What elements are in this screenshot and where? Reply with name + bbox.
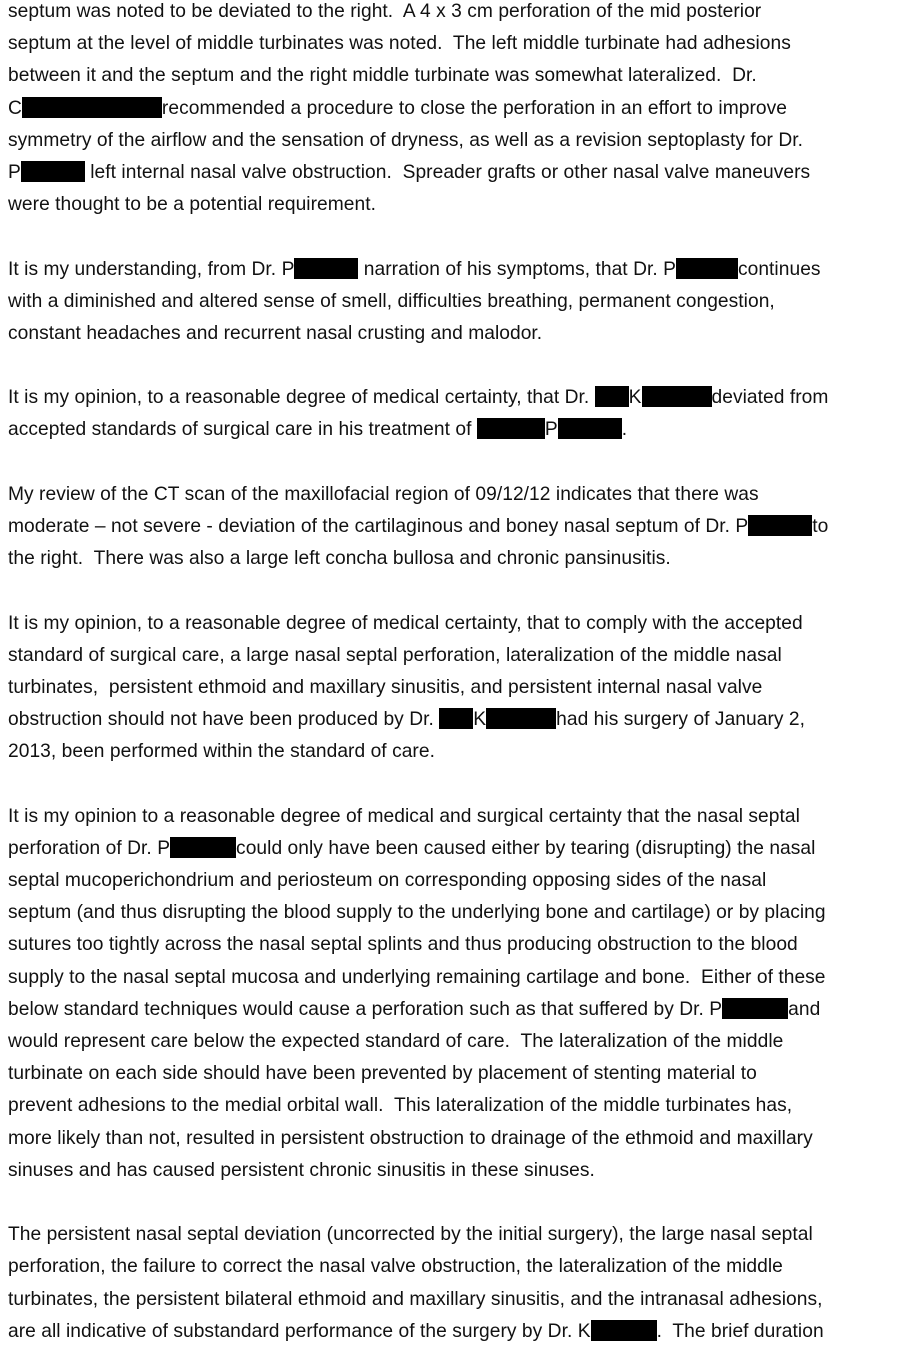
- text-line: [8, 0, 904, 28]
- redaction-bar: [591, 1320, 657, 1341]
- text-segment: K: [628, 387, 642, 409]
- text-line: [8, 479, 904, 511]
- text-segment: constant headaches and recurrent nasal crusting and malodor.: [8, 322, 543, 344]
- text-line: [8, 93, 904, 125]
- text-line: [8, 929, 904, 961]
- text-line: [8, 994, 904, 1026]
- text-segment: perforation of Dr. P: [8, 837, 171, 859]
- text-line: [8, 1251, 904, 1283]
- text-line: [8, 962, 904, 994]
- redaction-bar: [642, 386, 712, 407]
- paragraph: [8, 382, 904, 446]
- redaction-bar: [439, 708, 473, 729]
- text-segment: The persistent nasal septal deviation (uncorrected by the initial surgery), the large nasal septal: [8, 1224, 813, 1246]
- text-line: [8, 608, 904, 640]
- text-segment: are all indicative of substandard performance of the surgery by Dr. K: [8, 1320, 591, 1342]
- text-segment: turbinates, persistent ethmoid and maxillary sinusitis, and persistent internal nasal valve: [8, 676, 763, 698]
- text-segment: sinuses and has caused persistent chronic sinusitis in these sinuses.: [8, 1159, 595, 1181]
- text-segment: standard of surgical care, a large nasal septal perforation, lateralization of the middle nasal: [8, 644, 782, 666]
- text-segment: narration of his symptoms, that Dr. P: [358, 258, 676, 280]
- text-segment: had his surgery of January 2,: [556, 709, 806, 731]
- text-segment: continues: [737, 258, 821, 280]
- text-segment: It is my understanding, from Dr. P: [8, 258, 295, 280]
- text-line: [8, 1123, 904, 1155]
- text-segment: turbinates, the persistent bilateral ethmoid and maxillary sinusitis, and the intranasal adhesions,: [8, 1288, 823, 1310]
- text-line: [8, 125, 904, 157]
- text-segment: P: [544, 419, 558, 441]
- paragraph: [8, 479, 904, 576]
- text-segment: septum was noted to be deviated to the right. A 4 x 3 cm perforation of the mid posterior: [8, 1, 762, 22]
- text-segment: with a diminished and altered sense of smell, difficulties breathing, permanent congestion,: [8, 290, 775, 312]
- text-line: [8, 511, 904, 543]
- text-segment: left internal nasal valve obstruction. Spreader grafts or other nasal valve maneuvers: [84, 161, 811, 183]
- text-segment: .: [621, 419, 628, 441]
- text-line: [8, 1219, 904, 1251]
- paragraph: [8, 254, 904, 351]
- text-segment: and: [788, 998, 821, 1020]
- text-segment: would represent care below the expected standard of care. The lateralization of the middle: [8, 1031, 784, 1052]
- text-line: [8, 157, 904, 189]
- text-line: [8, 414, 904, 446]
- text-line: [8, 833, 904, 865]
- redaction-bar: [722, 998, 788, 1019]
- text-segment: were thought to be a potential requirement.: [8, 194, 377, 216]
- text-segment: C: [8, 97, 22, 119]
- text-segment: septal mucoperichondrium and periosteum on corresponding opposing sides of the nasal: [8, 870, 767, 892]
- text-line: [8, 672, 904, 704]
- text-segment: P: [8, 161, 21, 183]
- redaction-bar: [21, 161, 85, 182]
- paragraph: [8, 801, 904, 1187]
- text-segment: K: [473, 709, 487, 731]
- text-segment: sutures too tightly across the nasal septal splints and thus producing obstruction to the blood: [8, 934, 798, 956]
- text-line: [8, 318, 904, 350]
- text-segment: It is my opinion, to a reasonable degree of medical certainty, that Dr.: [8, 387, 595, 409]
- text-line: [8, 640, 904, 672]
- text-line: [8, 1026, 904, 1058]
- redaction-bar: [558, 418, 622, 439]
- text-line: [8, 1058, 904, 1090]
- text-line: [8, 865, 904, 897]
- text-segment: . The brief duration: [656, 1320, 824, 1342]
- text-line: [8, 1155, 904, 1187]
- redaction-bar: [477, 418, 545, 439]
- text-segment: recommended a procedure to close the perforation in an effort to improve: [161, 97, 787, 119]
- document-page: [8, 0, 904, 1348]
- text-line: [8, 801, 904, 833]
- text-segment: moderate – not severe - deviation of the cartilaginous and boney nasal septum of Dr. P: [8, 516, 749, 537]
- text-line: [8, 543, 904, 575]
- text-line: [8, 1316, 904, 1348]
- text-line: [8, 286, 904, 318]
- redaction-bar: [170, 837, 236, 858]
- text-segment: obstruction should not have been produced by Dr.: [8, 709, 440, 731]
- text-line: [8, 28, 904, 60]
- redaction-bar: [595, 386, 629, 407]
- text-segment: deviated from: [711, 387, 829, 409]
- text-segment: to: [812, 516, 829, 537]
- text-segment: between it and the septum and the right middle turbinate was somewhat lateralized. Dr.: [8, 65, 757, 87]
- text-segment: septum (and thus disrupting the blood supply to the underlying bone and cartilage) or by placing: [8, 902, 826, 924]
- text-line: [8, 382, 904, 414]
- redaction-bar: [22, 97, 162, 118]
- text-segment: It is my opinion to a reasonable degree of medical and surgical certainty that the nasal septal: [8, 805, 800, 827]
- text-segment: perforation, the failure to correct the nasal valve obstruction, the lateralization of the middle: [8, 1256, 783, 1278]
- text-segment: below standard techniques would cause a perforation such as that suffered by Dr. P: [8, 998, 723, 1020]
- redaction-bar: [748, 515, 812, 536]
- text-line: [8, 1090, 904, 1122]
- text-segment: septum at the level of middle turbinates was noted. The left middle turbinate had adhesions: [8, 33, 791, 55]
- text-segment: It is my opinion, to a reasonable degree of medical certainty, that to comply with the accepted: [8, 612, 803, 634]
- text-line: [8, 60, 904, 92]
- paragraph: [8, 1219, 904, 1348]
- text-line: [8, 704, 904, 736]
- text-segment: supply to the nasal septal mucosa and underlying remaining cartilage and bone. Either of these: [8, 966, 826, 988]
- text-line: [8, 254, 904, 286]
- text-segment: accepted standards of surgical care in his treatment of: [8, 419, 477, 441]
- paragraph: [8, 608, 904, 769]
- text-segment: symmetry of the airflow and the sensation of dryness, as well as a revision septoplasty for Dr.: [8, 129, 803, 151]
- text-segment: 2013, been performed within the standard of care.: [8, 741, 435, 763]
- text-segment: the right. There was also a large left concha bullosa and chronic pansinusitis.: [8, 548, 671, 570]
- text-segment: prevent adhesions to the medial orbital wall. This lateralization of the middle turbinates has,: [8, 1095, 793, 1117]
- text-line: [8, 736, 904, 768]
- paragraph: [8, 0, 904, 221]
- text-line: [8, 897, 904, 929]
- redaction-bar: [676, 258, 738, 279]
- text-segment: turbinate on each side should have been prevented by placement of stenting material to: [8, 1063, 757, 1085]
- text-line: [8, 1284, 904, 1316]
- redaction-bar: [294, 258, 358, 279]
- text-segment: My review of the CT scan of the maxillofacial region of 09/12/12 indicates that there was: [8, 483, 759, 505]
- text-segment: more likely than not, resulted in persistent obstruction to drainage of the ethmoid and maxillary: [8, 1127, 813, 1149]
- redaction-bar: [486, 708, 556, 729]
- text-segment: could only have been caused either by tearing (disrupting) the nasal: [236, 837, 816, 859]
- text-line: [8, 189, 904, 221]
